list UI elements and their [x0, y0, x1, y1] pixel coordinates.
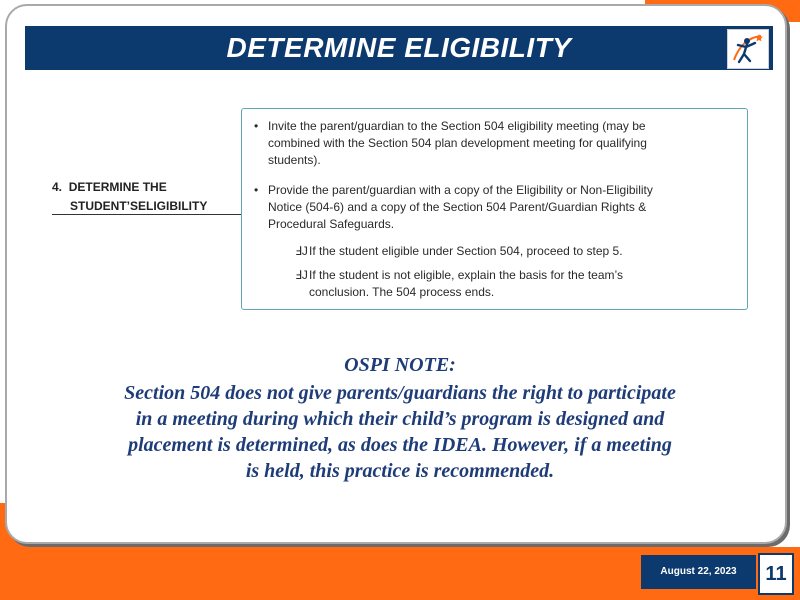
step-number: 4.: [52, 180, 63, 194]
bullet-1: [268, 118, 647, 169]
sub-bullet-marker-icon: ℲJ: [295, 268, 308, 282]
bullet-2-line: Procedural Safeguards.: [268, 217, 395, 231]
footer-date: August 22, 2023: [641, 555, 756, 589]
bullet-2-line: Notice (504-6) and a copy of the Section 504 Parent/Guardian Rights &: [268, 200, 647, 214]
sub-bullet-1-line: If the student eligible under Section 504, proceed to step 5.: [309, 244, 623, 258]
title-bar: [25, 26, 773, 70]
note-line: Section 504 does not give parents/guardians the right to participate: [124, 382, 676, 404]
slide-title: DETERMINE ELIGIBILITY: [226, 32, 572, 63]
sub-bullet-2: [309, 267, 623, 301]
step-title-line1: DETERMINE THE: [68, 180, 167, 194]
note-line: in a meeting during which their child’s program is designed and: [135, 408, 665, 430]
sub-bullet-2-line: If the student is not eligible, explain the basis for the team’s: [309, 268, 623, 282]
bullet-dot-icon: •: [254, 183, 259, 197]
note-line: is held, this practice is recommended.: [245, 460, 555, 482]
bullet-2: [268, 182, 653, 233]
procedure-box: [241, 108, 748, 310]
step-title-line2: STUDENT’SELIGIBILITY: [70, 199, 208, 213]
note-heading: OSPI NOTE:: [344, 354, 456, 376]
sub-bullet-marker-icon: ℲJ: [295, 244, 308, 258]
bullet-1-line: combined with the Section 504 plan development meeting for qualifying: [268, 136, 647, 150]
note-body: [60, 380, 740, 484]
step-connector-line: [52, 214, 242, 215]
sub-bullet-1: [309, 243, 623, 260]
page-number: 11: [758, 553, 794, 595]
bullet-dot-icon: •: [254, 119, 259, 133]
bullet-2-line: Provide the parent/guardian with a copy of the Eligibility or Non-Eligibility: [268, 183, 653, 197]
bullet-1-line: students).: [268, 153, 321, 167]
sub-bullet-2-line: conclusion. The 504 process ends.: [309, 285, 495, 299]
ospi-logo-icon: [727, 29, 769, 69]
bullet-1-line: Invite the parent/guardian to the Section 504 eligibility meeting (may be: [268, 119, 646, 133]
note-line: placement is determined, as does the IDEA. However, if a meeting: [128, 434, 672, 456]
step-heading-line1: [52, 180, 167, 194]
